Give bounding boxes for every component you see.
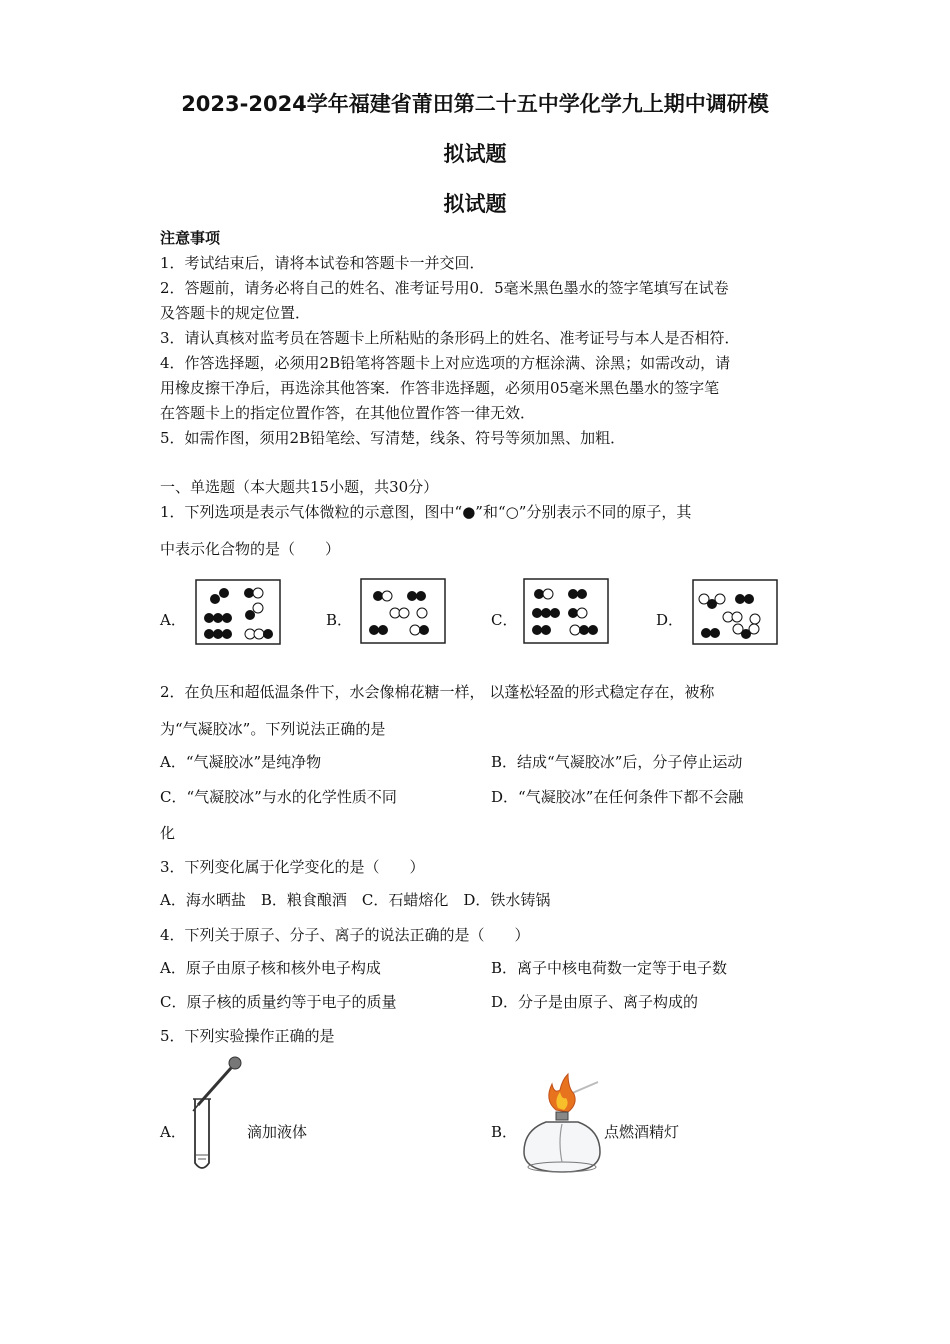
q1-option-b-label: B． [326,611,353,629]
q4-option-d: D．分子是由原子、离子构成的 [491,993,699,1011]
q4-option-c: C．原子核的质量约等于电子的质量 [160,993,397,1011]
q2-option-d: D．“气凝胶冰”在任何条件下都不会融 [491,788,744,806]
q5-stem: 5．下列实验操作正确的是 [160,1027,335,1045]
q2-option-b: B．结成“气凝胶冰”后，分子停止运动 [491,753,743,771]
notice-item: 2．答题前，请务必将自己的姓名、准考证号用0．5毫米黑色墨水的签字笔填写在试卷 [160,279,729,297]
notice-heading: 注意事项 [160,229,221,247]
exam-title-line2: 拟试题 [443,142,507,166]
q2-stem-line2: 为“气凝胶冰”。下列说法正确的是 [160,720,386,738]
q2-option-c: C．“气凝胶冰”与水的化学性质不同 [160,788,397,806]
dropper-test-tube-icon [185,1055,245,1177]
q4-stem: 4．下列关于原子、分子、离子的说法正确的是（ ） [160,926,530,944]
q4-option-b: B．离子中核电荷数一定等于电子数 [491,959,728,977]
q1-stem-line2: 中表示化合物的是（ ） [160,540,341,558]
q1-diagram-a [195,579,281,645]
exam-title-line1: 2023-2024学年福建省莆田第二十五中学化学九上期中调研模 [181,92,769,116]
q1-diagram-d [692,579,778,645]
exam-title-line3: 拟试题 [443,192,507,216]
q2-option-a: A．“气凝胶冰”是纯净物 [160,753,322,771]
notice-item: 用橡皮擦干净后，再选涂其他答案．作答非选择题，必须用05毫米黑色墨水的签字笔 [160,379,720,397]
q3-stem: 3．下列变化属于化学变化的是（ ） [160,858,425,876]
section-heading: 一、单选题（本大题共15小题，共30分） [160,478,439,496]
notice-item: 5．如需作图，须用2B铅笔绘、写清楚，线条、符号等须加黑、加粗． [160,429,626,447]
notice-item: 在答题卡上的指定位置作答，在其他位置作答一律无效． [160,404,536,422]
q1-stem-line1: 1．下列选项是表示气体微粒的示意图，图中“●”和“○”分别表示不同的原子，其 [160,503,692,521]
q1-option-c-label: C． [491,611,518,629]
notice-item: 1．考试结束后，请将本试卷和答题卡一并交回． [160,254,485,272]
q5-option-a-label: A． [160,1123,186,1141]
notice-item: 3．请认真核对监考员在答题卡上所粘贴的条形码上的姓名、准考证号与本人是否相符． [160,329,740,347]
notice-item: 及答题卡的规定位置． [160,304,311,322]
q1-option-a-label: A． [160,611,186,629]
q2-stem-line1: 2．在负压和超低温条件下，水会像棉花糖一样， 以蓬松轻盈的形式稳定存在，被称 [160,683,715,701]
q5-option-b-text: 点燃酒精灯 [604,1123,680,1141]
q5-option-b-label: B． [491,1123,518,1141]
q5-option-a-text: 滴加液体 [247,1123,308,1141]
notice-item: 4．作答选择题，必须用2B铅笔将答题卡上对应选项的方框涂满、涂黑；如需改动，请 [160,354,731,372]
q1-diagram-c [523,578,609,644]
q1-diagram-b [360,578,446,644]
q4-option-a: A．原子由原子核和核外电子构成 [160,959,381,977]
q2-option-d-continued: 化 [160,824,176,842]
alcohol-lamp-icon [516,1072,606,1176]
q1-option-d-label: D． [656,611,684,629]
q3-options: A．海水晒盐 B．粮食酿酒 C．石蜡熔化 D．铁水铸锅 [160,891,551,909]
